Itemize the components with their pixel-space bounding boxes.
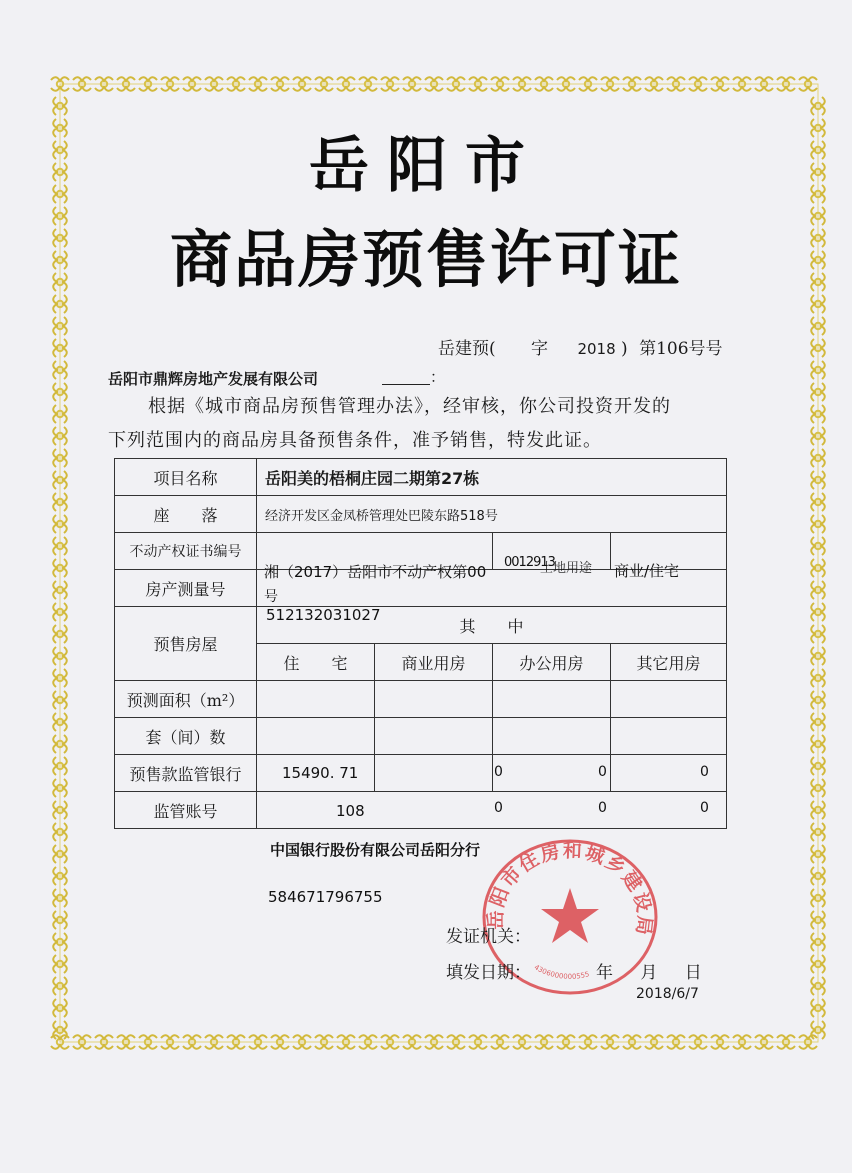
project-label: 项目名称 (115, 459, 257, 496)
units-other: 0 (700, 800, 709, 816)
company-colon: ： (430, 368, 446, 386)
body-text-line-2: 下列范围内的商品房具备预售条件，准予销售，特发此证。 (108, 430, 602, 451)
bank-label: 预售款监管银行 (115, 755, 257, 792)
land-use-value: 商业/住宅 (614, 562, 680, 580)
issue-date-label: 填发日期： (446, 963, 531, 983)
issuer-label: 发证机关： (446, 927, 531, 947)
units-commercial: 0 (494, 800, 503, 816)
doc-word: 字 (531, 339, 549, 359)
units-residential: 108 (336, 802, 365, 820)
area-residential: 15490. 71 (282, 764, 359, 782)
cert-overlap: 0012913 (504, 555, 555, 570)
issue-date: 2018/6/7 (636, 986, 699, 1002)
table-row (115, 718, 727, 755)
presale-label: 预售房屋 (115, 607, 257, 681)
survey-value: 512132031027 (266, 606, 381, 624)
account-value: 584671796755 (268, 888, 383, 906)
body-text-line-1: 根据《城市商品房预售管理办法》，经审核，你公司投资开发的 (148, 396, 671, 417)
land-use-label: 土地用途 (540, 561, 593, 576)
location-label: 座 落 (115, 496, 257, 533)
seal-text: 岳阳市住房和城乡建设局 (484, 839, 656, 939)
area-office: 0 (598, 764, 607, 780)
bank-value: 中国银行股份有限公司岳阳分行 (270, 841, 481, 859)
project-value: 岳阳美的梧桐庄园二期第27栋 (257, 459, 727, 496)
table-row (115, 496, 727, 533)
seal-code: 4306000000555 (532, 963, 591, 981)
area-other: 0 (700, 764, 709, 780)
table-row (115, 681, 727, 718)
col-residential: 住 宅 (257, 644, 375, 681)
permit-table (114, 458, 727, 829)
among-label: 其 中 (257, 607, 727, 644)
col-other: 其它用房 (611, 644, 727, 681)
document-number (438, 334, 723, 359)
table-row (115, 755, 727, 792)
ymd-label: 年 月 日 (596, 963, 702, 983)
col-commercial: 商业用房 (375, 644, 493, 681)
company-name: 岳阳市鼎辉房地产发展有限公司 (108, 370, 319, 388)
doc-paren: ) (621, 339, 628, 359)
cert-suffix: 号 (264, 589, 278, 605)
company-underline (382, 384, 430, 385)
account-label: 监管账号 (115, 792, 257, 829)
doc-number-value: 第106号号 (639, 339, 723, 359)
area-label: 预测面积（m²） (115, 681, 257, 718)
table-row (115, 792, 727, 829)
units-office: 0 (598, 800, 607, 816)
title-main: 商品房预售许可证 (169, 223, 682, 296)
table-row (115, 607, 727, 644)
survey-label: 房产测量号 (115, 570, 257, 607)
cert-label: 不动产权证书编号 (115, 533, 257, 570)
title-city: 岳阳市 (309, 131, 543, 201)
svg-text:4306000000555 (533, 963, 591, 981)
location-value: 经济开发区金凤桥管理处巴陵东路518号 (257, 496, 727, 533)
units-label: 套（间）数 (115, 718, 257, 755)
doc-year: 2018 (577, 340, 616, 358)
col-office: 办公用房 (493, 644, 611, 681)
cert-value: 湘（2017）岳阳市不动产权第00 (264, 563, 487, 581)
doc-prefix: 岳建预( (438, 339, 496, 359)
area-commercial: 0 (494, 764, 503, 780)
table-row (115, 459, 727, 496)
